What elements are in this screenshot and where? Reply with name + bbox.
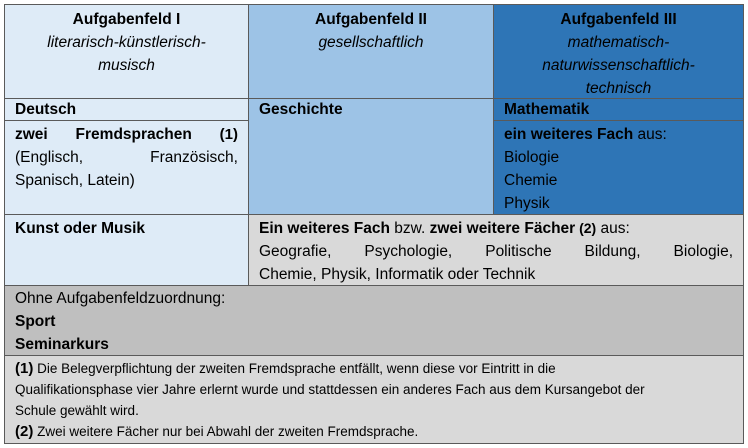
header-field-2-subtitle: gesellschaftlich <box>318 34 424 51</box>
weitere-faecher-line2: Geografie, Psychologie, Politische Bildung, Biologie, <box>259 243 733 260</box>
fremdsprachen-line2 <box>15 146 238 169</box>
cell-weiteres-fach <box>494 121 743 215</box>
weiteres-fach-bold: ein weiteres Fach <box>504 126 634 143</box>
weitere-faecher-bold-2: zwei weitere Fächer <box>429 220 576 237</box>
fremdsprachen-english: (Englisch, <box>15 149 84 166</box>
header-field-3-subtitle-line1: mathematisch- <box>567 34 670 51</box>
fremdsprachen-french: Französisch, <box>150 149 238 166</box>
header-field-1-subtitle-line2: musisch <box>98 57 155 74</box>
science-chemie: Chemie <box>504 172 558 189</box>
cell-weitere-faecher <box>249 215 743 286</box>
footnote-2-line <box>15 421 733 442</box>
subject-kunst-musik: Kunst oder Musik <box>15 220 146 237</box>
subject-geschichte: Geschichte <box>259 101 343 118</box>
weiteres-fach-rest: aus: <box>633 126 667 143</box>
subject-mathematik: Mathematik <box>504 101 590 118</box>
subject-deutsch: Deutsch <box>15 101 77 118</box>
footnote-1-line3: Schule gewählt wird. <box>15 403 139 418</box>
footnote-ref-1: (1) <box>219 126 239 143</box>
science-biologie: Biologie <box>504 149 560 166</box>
footnote-2-number: (2) <box>15 423 34 440</box>
weitere-faecher-rest: aus: <box>596 220 630 237</box>
cell-footnotes <box>5 356 743 443</box>
subject-fremdsprachen: zwei Fremdsprachen <box>15 126 192 143</box>
weiteres-fach-line <box>504 123 733 146</box>
weitere-faecher-line3: Chemie, Physik, Informatik oder Technik <box>259 266 536 283</box>
header-field-3-subtitle-line2: naturwissenschaftlich- <box>542 57 695 74</box>
footnote-1-line2: Qualifikationsphase vier Jahre erlernt wurde und stattdessen ein anderes Fach aus dem Kursangebot der <box>15 382 645 397</box>
weitere-faecher-bold-1: Ein weiteres Fach <box>259 220 390 237</box>
fremdsprachen-line1 <box>15 123 238 146</box>
ohne-aufgabenfeld-label: Ohne Aufgabenfeldzuordnung: <box>15 290 226 307</box>
footnote-2-text: Zwei weitere Fächer nur bei Abwahl der zweiten Fremdsprache. <box>33 424 419 439</box>
cell-deutsch <box>5 99 249 121</box>
cell-mathematik <box>494 99 743 121</box>
fremdsprachen-line3: Spanisch, Latein) <box>15 172 135 189</box>
header-field-1 <box>5 5 249 99</box>
subject-table <box>4 4 744 444</box>
cell-kunst-musik <box>5 215 249 286</box>
cell-fremdsprachen <box>5 121 249 215</box>
header-field-3 <box>494 5 743 99</box>
header-field-3-subtitle-line3: technisch <box>585 80 652 97</box>
subject-sport: Sport <box>15 313 56 330</box>
weitere-faecher-sep: bzw. <box>389 220 430 237</box>
header-field-1-title: Aufgabenfeld I <box>72 11 181 28</box>
footnote-ref-2: (2) <box>575 220 597 236</box>
subject-seminarkurs: Seminarkurs <box>15 336 109 353</box>
cell-ohne-aufgabenfeld <box>5 286 743 356</box>
weitere-faecher-line1 <box>259 217 733 240</box>
header-field-2 <box>249 5 494 99</box>
header-field-1-subtitle-line1: literarisch-künstlerisch- <box>47 34 206 51</box>
header-field-3-title: Aufgabenfeld III <box>560 11 677 28</box>
footnote-1-text-1: Die Belegverpflichtung der zweiten Fremdsprache entfällt, wenn diese vor Eintritt in die <box>33 361 556 376</box>
cell-geschichte <box>249 99 494 215</box>
footnote-1-line1 <box>15 358 733 379</box>
header-field-2-title: Aufgabenfeld II <box>315 11 427 28</box>
footnote-1-number: (1) <box>15 360 34 377</box>
science-physik: Physik <box>504 195 550 212</box>
